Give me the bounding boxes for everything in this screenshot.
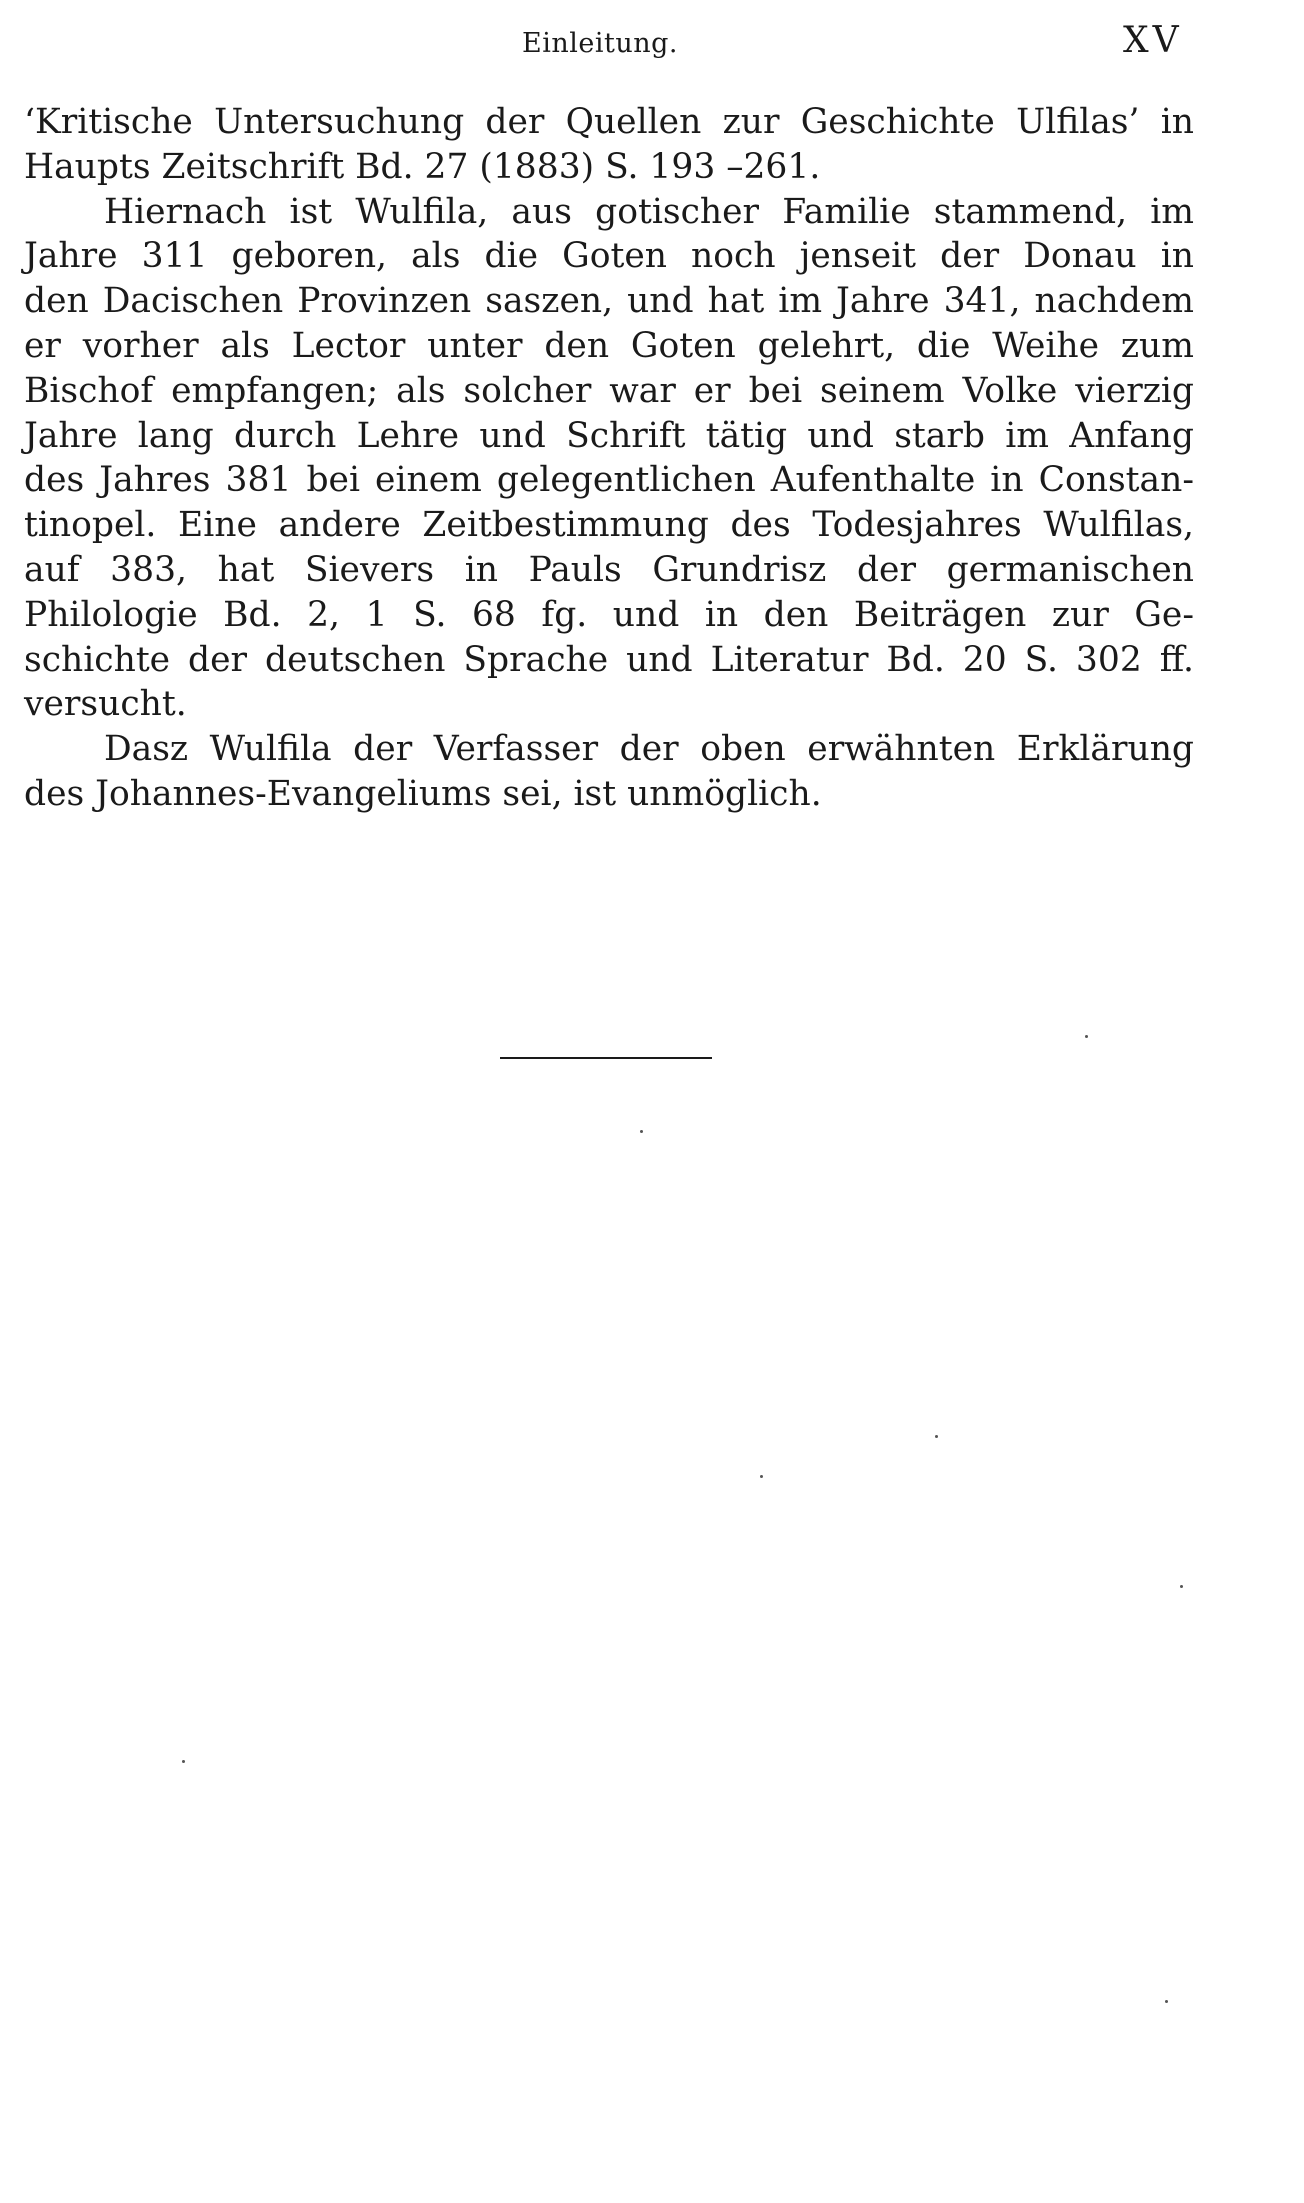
text-line: auf 383, hat Sievers in Pauls Grundrisz der germanischen — [24, 549, 1194, 590]
text-line: tinopel. Eine andere Zeitbestimmung des Todesjahres Wulfilas, — [24, 505, 1194, 546]
running-head — [0, 14, 1304, 64]
running-head-title: Einleitung. — [522, 28, 678, 59]
text-line: den Dacischen Provinzen saszen, und hat im Jahre 341, nachdem — [24, 281, 1194, 322]
text-line: ‘Kritische Untersuchung der Quellen zur Geschichte Ulfilas’ in — [24, 102, 1194, 142]
text-line: er vorher als Lector unter den Goten gelehrt, die Weihe zum — [24, 325, 1194, 366]
page-number: XV — [1123, 20, 1183, 61]
scan-speck — [1165, 2000, 1168, 2003]
text-line: Jahre lang durch Lehre und Schrift tätig und starb im Anfang — [24, 415, 1194, 456]
text-line: Bischof empfangen; als solcher war er bei seinem Volke vierzig — [24, 370, 1194, 411]
text-line: Dasz Wulfila der Verfasser der oben erwähnten Erklärung — [104, 729, 1194, 770]
scan-speck — [182, 1760, 185, 1763]
section-divider-rule — [500, 1057, 712, 1059]
scan-speck — [1085, 1035, 1088, 1038]
text-line: Hiernach ist Wulfila, aus gotischer Familie stammend, im — [104, 191, 1194, 232]
scan-speck — [1180, 1585, 1183, 1588]
text-line: Philologie Bd. 2, 1 S. 68 fg. und in den Beiträgen zur Ge- — [24, 594, 1194, 635]
text-line: Haupts Zeitschrift Bd. 27 (1883) S. 193 –261. — [24, 146, 821, 187]
scan-speck — [760, 1475, 763, 1478]
text-line: Jahre 311 geboren, als die Goten noch jenseit der Donau in — [24, 236, 1194, 277]
body-text — [24, 100, 1194, 817]
text-line: versucht. — [24, 684, 187, 725]
text-line: des Johannes-Evangeliums sei, ist unmöglich. — [24, 773, 822, 814]
scan-speck — [640, 1130, 643, 1133]
scan-speck — [935, 1435, 938, 1438]
text-line: schichte der deutschen Sprache und Literatur Bd. 20 S. 302 ff. — [24, 639, 1194, 680]
text-line: des Jahres 381 bei einem gelegentlichen Aufenthalte in Constan- — [24, 460, 1194, 501]
